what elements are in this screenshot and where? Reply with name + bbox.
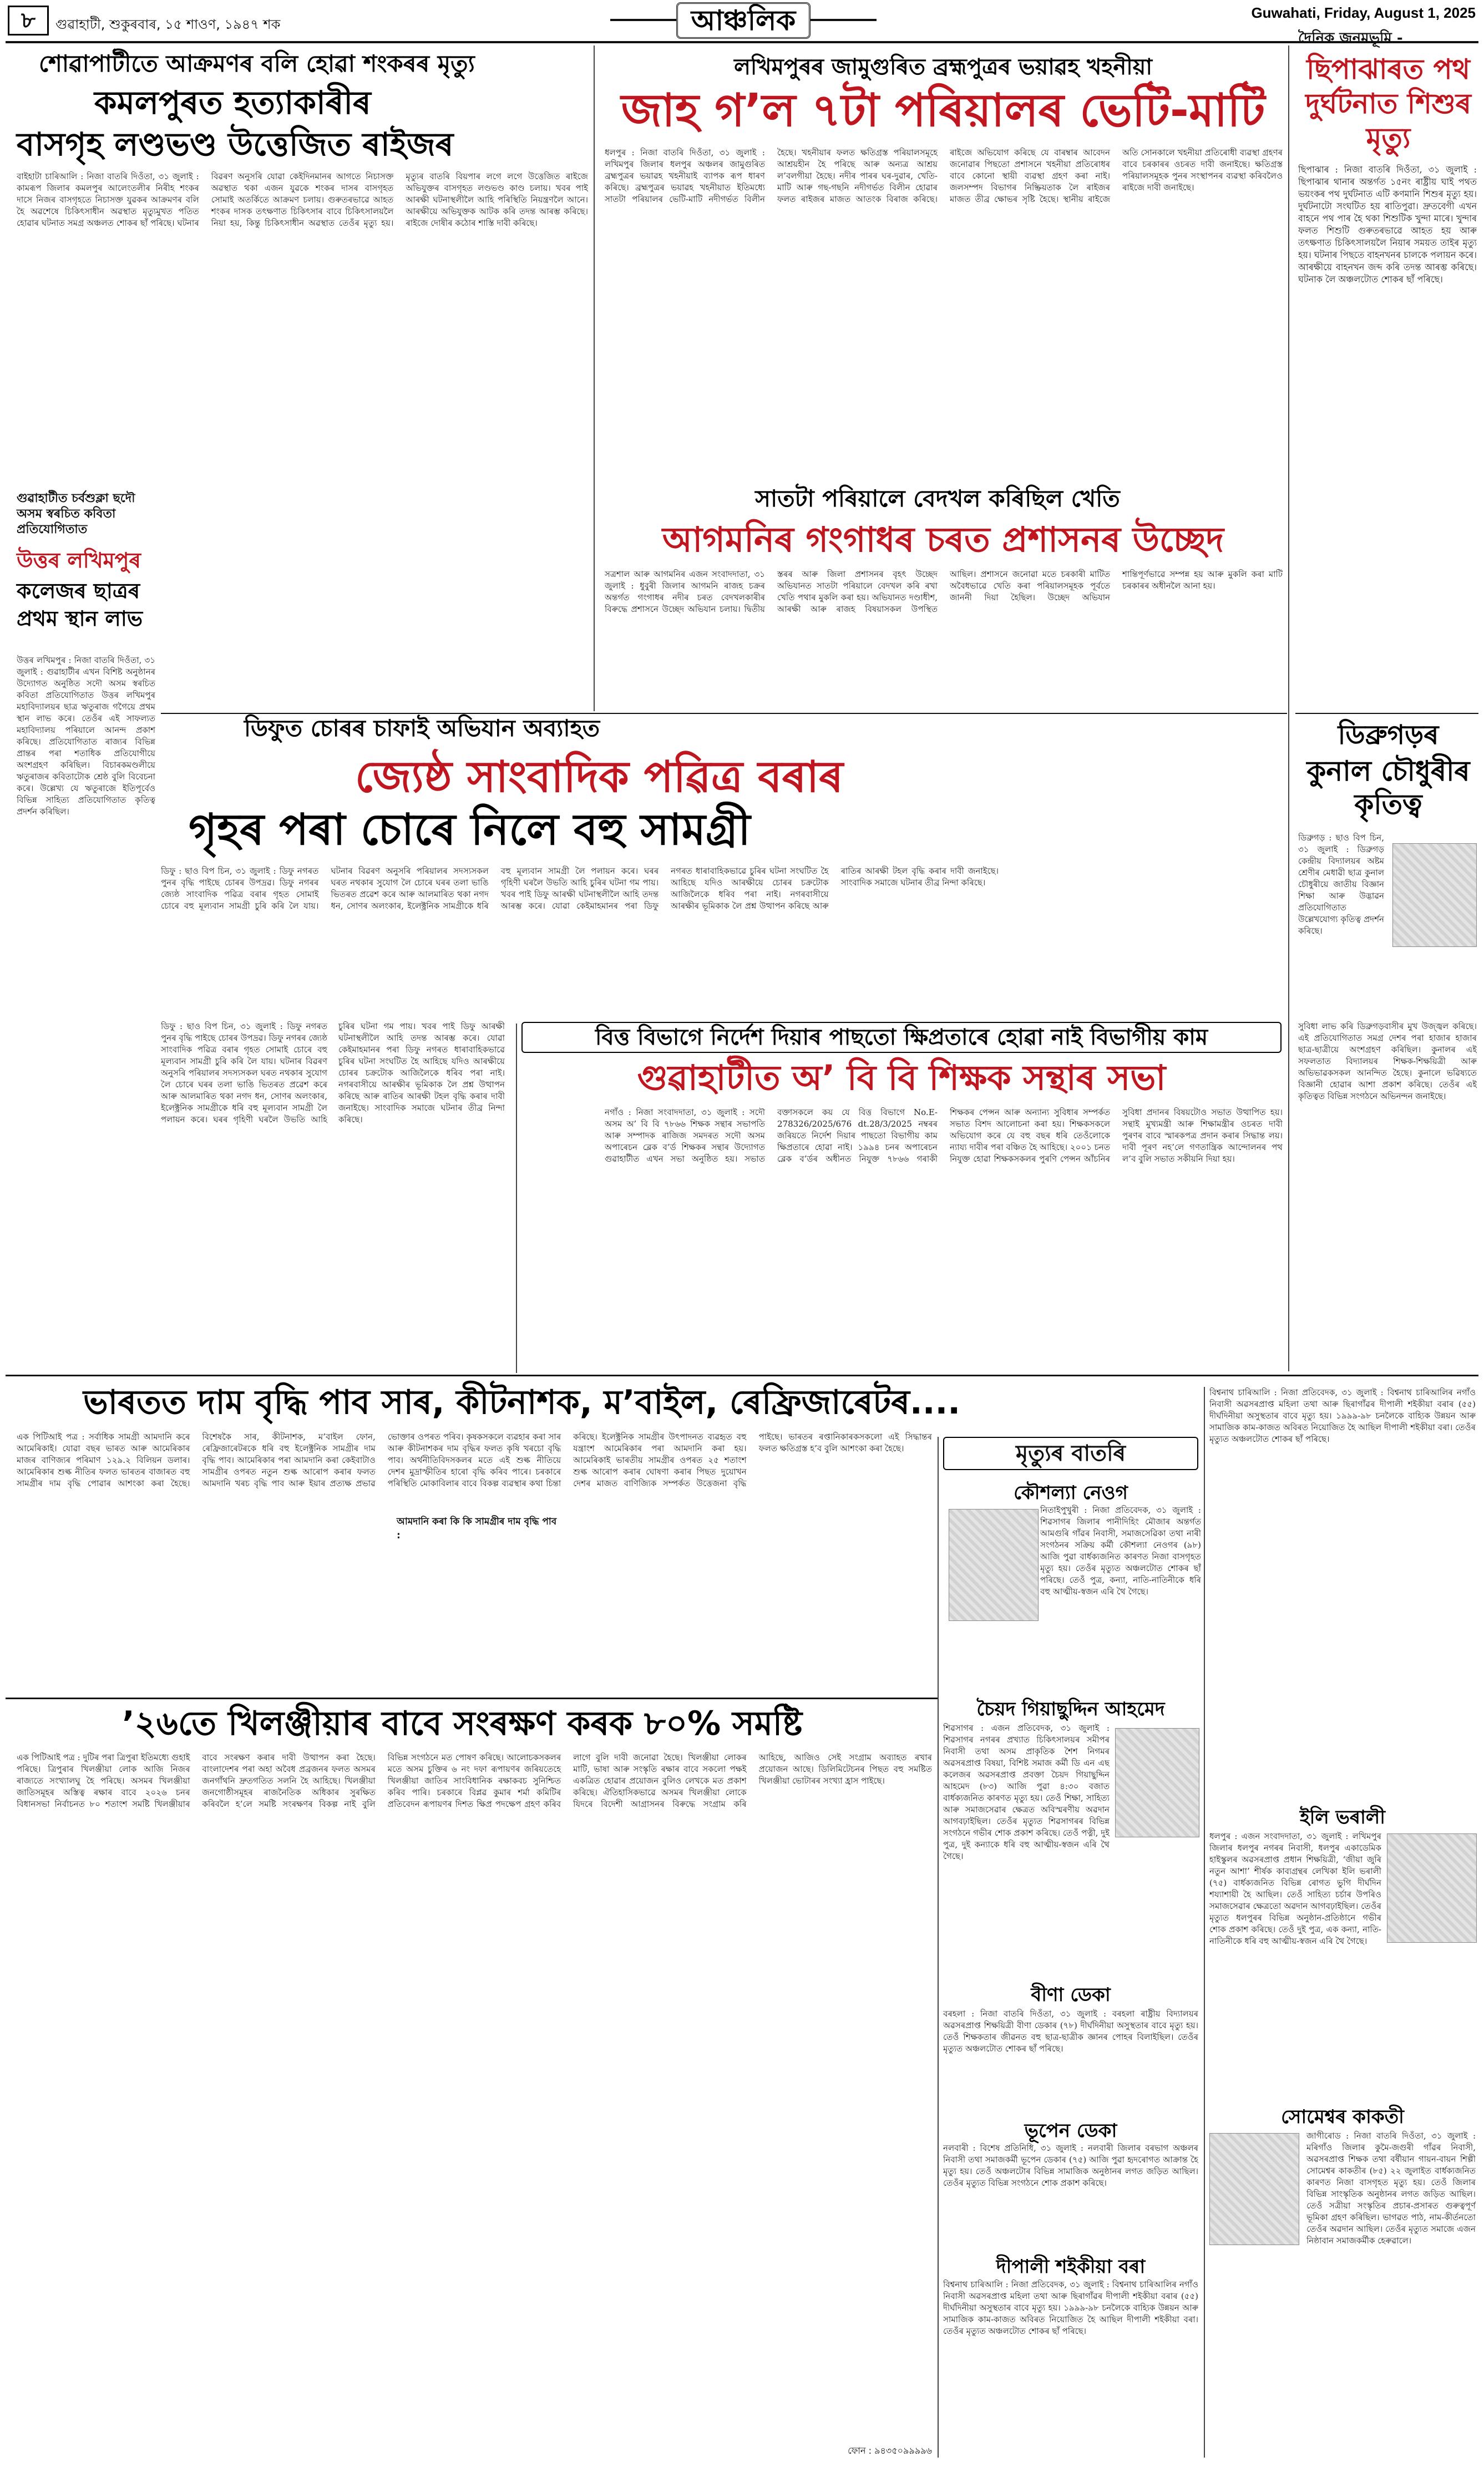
obituary-name: কৌশল্যা নেওগ: [1014, 1482, 1128, 1504]
reservation-body: এক পিটিআই পত্ৰ : দুটিৰ পৰা ত্ৰিপুৰা ইতিমধ্যে গুহাই পৰিছে। ত্ৰিপুৰাৰ খিলঞ্জীয়া লোক আজি নিজৰ ৰাজ্যতে সংখ্যালঘু হৈ পৰিছে। অসমৰ খিলঞ্জীয়া জাতিসমূহৰ অস্তিত্ব ৰক্ষাৰ বাবে ২০২৬ চনৰ বিধানসভা নিৰ্বাচনত ৮০ শতাংশ সমষ্টি খিলঞ্জীয়াৰ বাবে সংৰক্ষণ কৰাৰ দাবী উত্থাপন কৰা হৈছে। বাংলাদেশৰ পৰা অহা অবৈধ প্ৰব্ৰজনৰ ফলত অসমৰ জনগাঁথনি দ্ৰুতগতিত সলনি হৈ আহিছে। খিলঞ্জীয়া জনগোষ্ঠীসমূহৰ ৰাজনৈতিক অধিকাৰ সুৰক্ষিত কৰিবলৈ হ’লে সমষ্টি সংৰক্ষণৰ বিকল্প নাই বুলি বিভিন্ন সংগঠনে মত পোষণ কৰিছে। আলোচকসকলৰ মতে অসম চুক্তিৰ ৬ নং দফা ৰূপায়ণৰ জৰিয়তেহে খিলঞ্জীয়া জাতিৰ সাংবিধানিক ৰক্ষাকবচ সুনিশ্চিত কৰিব পাৰি। চৰকাৰে বিপ্লৱ কুমাৰ শৰ্মা কমিটিৰ প্ৰতিবেদন ৰূপায়ণৰ দিশত ক্ষিপ্ৰ পদক্ষেপ গ্ৰহণ কৰিব লাগে বুলি দাবী জনোৱা হৈছে। খিলঞ্জীয়া লোকৰ মাটি, ভাষা আৰু সংস্কৃতি ৰক্ষাৰ বাবে সকলো পক্ষই একত্ৰিত হোৱাৰ প্ৰয়োজন বুলিও লেখকে মত প্ৰকাশ কৰিছে। ঐতিহাসিকভাৱে অসমৰ খিলঞ্জীয়া লোকে যিদৰে বিদেশী আগ্ৰাসনৰ বিৰুদ্ধে সংগ্ৰাম কৰি আহিছে, আজিও সেই সংগ্ৰাম অব্যাহত ৰখাৰ প্ৰয়োজন আছে। ডিলিমিটেচনৰ পিছত বহু সমষ্টিত খিলঞ্জীয়া ভোটাৰৰ সংখ্যা হ্ৰাস পাইছে।: [17, 1752, 932, 1809]
masthead-date-left: গুৱাহাটী, শুকুৰবাৰ, ১৫ শাওণ, ১৯৪৭ শক: [55, 17, 281, 32]
eviction-kicker: সাতটা পৰিয়ালে বেদখল কৰিছিল খেতি: [755, 485, 1120, 512]
theft-headline-1: জ্যেষ্ঠ সাংবাদিক পৱিত্ৰ বৰাৰ: [355, 752, 844, 802]
obituary-body: শিৱসাগৰ : এজন প্ৰতিবেদক, ৩১ জুলাই : শিৱসাগৰ নগৰৰ প্ৰখ্যাত চিকিৎসালয়ৰ সমীপৰ নিবাসী তথা অসম প্ৰাকৃতিক শৈশ নিগমৰ অৱসৰপ্ৰাপ্ত বিষয়া, বিশিষ্ট সমাজ কৰ্মী ডি এন এছ কলেজৰ অৱসৰপ্ৰাপ্ত প্ৰবক্তা চৈয়দ গিয়াছুদ্দিন আহমেদ (৮৩) আজি পুৱা ৪:৩০ বজাত বাৰ্ধক্যজনিত কাৰণত মৃত্যু হয়। তেওঁ শিক্ষা, সাহিত্য আৰু সমাজসেৱাৰ ক্ষেত্ৰত অবিস্মৰণীয় অৱদান আগবঢ়াইছিল। তেওঁৰ মৃত্যুত শিৱসাগৰৰ বিভিন্ন সংগঠনে গভীৰ শোক প্ৰকাশ কৰিছে। তেওঁ পত্নী, দুই পুত্ৰ, দুই কন্যাকে ধৰি বহু আত্মীয়-স্বজন এৰি থৈ গৈছে।: [943, 1723, 1110, 1861]
eviction-body: সত্ৰশাল আৰু আগমনিৰ এজন সংবাদদাতা, ৩১ জুলাই : ধুবুৰী জিলাৰ আগমনি ৰাজহ চক্ৰৰ অন্তৰ্গত গংগাধৰ নদীৰ চৰত বেদখলকাৰীৰ বিৰুদ্ধে প্ৰশাসনে উচ্ছেদ অভিযান চলায়। দ্বিতীয় স্তৰৰ আৰু জিলা প্ৰশাসনৰ বৃহৎ উচ্ছেদ অভিযানত সাতটা পৰিয়ালে বেদখল কৰি ৰখা খেতি পথাৰ মুকলি কৰা হয়। অভিযানত দণ্ডাধীশ, আৰক্ষী আৰু ৰাজহ বিষয়াসকল উপস্থিত আছিল। প্ৰশাসনে জনোৱা মতে চৰকাৰী মাটিত অবৈধভাৱে খেতি কৰা পৰিয়ালসমূহক পূৰ্বতে জাননী দিয়া হৈছিল। উচ্ছেদ অভিযান শান্তিপূৰ্ণভাৱে সম্পন্ন হয় আৰু মুকলি কৰা মাটি চৰকাৰৰ অধীনলৈ আনা হয়।: [605, 569, 1283, 614]
obituary-body-continued: বিশ্বনাথ চাৰিআলি : নিজা প্ৰতিবেদক, ৩১ জুলাই : বিশ্বনাথ চাৰিআলিৰ নগাঁও নিবাসী অৱসৰপ্ৰাপ্ত মহিলা তথা আৰু ছিৰাগাঁৱৰ দীপালী শইকীয়া বৰাৰ (৫৫) দীৰ্ঘদিনীয়া অসুস্থতাৰ বাবে মৃত্যু হয়। ১৯৯৯-৯৮ চনলৈকে বাহ্যিক উন্নয়ন আৰু সামাজিক কাম-কাজত অবিৰত নিয়োজিত হৈ আছিল দীপালী শইকীয়া বৰা। তেওঁৰ মৃত্যুত অঞ্চলটোত শোকৰ ছাঁ পৰিছে।: [1209, 1387, 1476, 1444]
obituary-body: নিতাইপুখুৰী : নিজা প্ৰতিবেদক, ৩১ জুলাই : শিৱসাগৰ জিলাৰ পানীদিহিং মৌজাৰ অন্তৰ্গত আমগুৰি গাঁৱৰ নিবাসী, সমাজসেৱিকা তথা নাৰী সংগঠনৰ সক্ৰিয় কৰ্মী কৌশল্যা নেওগৰ (৯৮) আজি পুৱা বাৰ্ধক্যজনিত কাৰণত নিজা বাসগৃহত মৃত্যু হয়। তেওঁৰ মৃত্যুত অঞ্চলটোত শোকৰ ছাঁ পৰিছে। তেওঁ পুত্ৰ, কন্যা, নাতি-নাতিনীকে ধৰি বহু আত্মীয়-স্বজন এৰি থৈ গৈছে।: [1040, 1505, 1201, 1597]
obituary-body: বিশ্বনাথ চাৰিআলি : নিজা প্ৰতিবেদক, ৩১ জুলাই : বিশ্বনাথ চাৰিআলিৰ নগাঁও নিবাসী অৱসৰপ্ৰাপ্ত মহিলা তথা আৰু ছিৰাগাঁৱৰ দীপালী শইকীয়া বৰাৰ (৫৫) দীৰ্ঘদিনীয়া অসুস্থতাৰ বাবে মৃত্যু হয়। ১৯৯৯-৯৮ চনলৈকে বাহ্যিক উন্নয়ন আৰু সামাজিক কাম-কাজত অবিৰত নিয়োজিত হৈ আছিল দীপালী শইকীয়া বৰা। তেওঁৰ মৃত্যুত অঞ্চলটোত শোকৰ ছাঁ পৰিছে।: [943, 2279, 1198, 2336]
dibrugarh-body-top: ডিব্ৰুগড় : ছাও বিপ চিন, ৩১ জুলাই : ডিব্ৰুগড় কেন্দ্ৰীয় বিদ্যালয়ৰ অষ্টম শ্ৰেণীৰ মেধাৱী ছাত্ৰ কুনাল চৌধুৰীয়ে জাতীয় বিজ্ঞান শিক্ষা আৰু উদ্ভাৱন প্ৰতিযোগিতাত উল্লেখযোগ্য কৃতিত্ব প্ৰদৰ্শন কৰিছে।: [1298, 833, 1384, 936]
reservation-top-rule: [6, 1698, 938, 1699]
teachers-body: নগাঁও : নিজা সংবাদদাতা, ৩১ জুলাই : সদৌ অসম অ’ বি বি ৭৮৬৬ শিক্ষক সন্থাৰ সভাপতি আৰু সম্পাদক ৰাজিজ সমদৰত সদৌ অসম অপাৰেচন ব্লেক ব’ৰ্ড শিক্ষকৰ সন্থাৰ উদ্যোগত গুৱাহাটীত এখন সভা অনুষ্ঠিত হয়। সভাত বক্তাসকলে কয় যে বিত্ত বিভাগে No.E-278326/2025/676 dt.28/3/2025 নম্বৰৰ জৰিয়তে নিৰ্দেশ দিয়াৰ পাছতো বিভাগীয় কাম ক্ষিপ্ৰতাৰে হোৱা নাই। ১৯৯৪ চনৰ অপাৰেচন ব্লেক ব’ৰ্ডৰ অধীনত নিযুক্ত ৭৮৬৬ গৰাকী শিক্ষকৰ পেন্সন আৰু অন্যান্য সুবিধাৰ সম্পৰ্কত সভাত বিশদ আলোচনা কৰা হয়। শিক্ষকসকলে অভিযোগ কৰে যে বহু বছৰ ধৰি তেওঁলোকে ন্যায্য দাবীৰ পৰা বঞ্চিত হৈ আহিছে। ২০০১ চনত নিযুক্ত হোৱা শিক্ষকসকলৰ পুৰণি পেন্সন আঁচনিৰ সুবিধা প্ৰদানৰ বিষয়টোও সভাত উত্থাপিত হয়। সন্থাই মুখ্যমন্ত্ৰী আৰু শিক্ষামন্ত্ৰীৰ ওচৰত দাবী পুৰণৰ বাবে স্মাৰকপত্ৰ প্ৰদান কৰাৰ সিদ্ধান্ত লয়। দাবী পূৰণ নহ’লে গণতান্ত্ৰিক আন্দোলনৰ পথ ল’ব বুলি সভাত সকীয়নি দিয়া হয়।: [605, 1107, 1283, 1164]
obituary-name: বীণা ডেকা: [1031, 1984, 1111, 2006]
obituary-body: ধলপুৰ : এজন সংবাদদাতা, ৩১ জুলাই : লখিমপুৰ জিলাৰ ধলপুৰ নগৰৰ নিবাসী, ধলপুৰ একাডেমিক হাইস্কুলৰ অৱসৰপ্ৰাপ্ত প্ৰধান শিক্ষয়িত্ৰী, ‘জীয়া জুৰি নতুন আশা’ শীৰ্ষক কাব্যগ্ৰন্থৰ লেখিকা ইলি ভৰালী (৭৫) বাৰ্ধক্যজনিত বিভিন্ন ৰোগত ভুগি দীৰ্ঘদিন শয্যাশায়ী হৈ আছিল। তেওঁ সাহিত্য চৰ্চাৰ উপৰিও সমাজসেৱাৰ ক্ষেত্ৰতো অৱদান আগবঢ়াইছিল। তেওঁৰ মৃত্যুত ধলপুৰৰ বিভিন্ন অনুষ্ঠান-প্ৰতিষ্ঠানে গভীৰ শোক প্ৰকাশ কৰিছে। তেওঁ দুই পুত্ৰ, এক কন্যা, নাতি-নাতিনীকে ধৰি বহু আত্মীয়-স্বজন এৰি থৈ গৈছে।: [1209, 1831, 1381, 2097]
eviction-headline: আগমনিৰ গংগাধৰ চৰত প্ৰশাসনৰ উচ্ছেদ: [662, 519, 1224, 560]
prices-top-rule: [6, 1375, 1478, 1376]
teachers-kicker-box: [521, 1022, 1282, 1053]
masthead-rule: [6, 41, 1478, 43]
prices-subhead: আমদানি কৰা কি কি সামগ্ৰীৰ দাম বৃদ্ধি পাব :: [397, 1514, 563, 1541]
lakhimpur-college-headline-1: উত্তৰ লখিমপুৰ: [17, 548, 141, 573]
student-photo: [1392, 843, 1477, 947]
teachers-headline: গুৱাহাটীত অ’ বি বি শিক্ষক সন্থাৰ সভা: [637, 1057, 1166, 1098]
page-number: ৮: [21, 8, 36, 33]
obituary-name: সোমেশ্বৰ কাকতী: [1281, 2106, 1404, 2128]
theft-kicker: ডিফুত চোৰৰ চাফাই অভিযান অব্যাহত: [244, 715, 600, 742]
sidebar-separator: [1295, 713, 1478, 714]
prices-headline: ভাৰতত দাম বৃদ্ধি পাব সাৰ, কীটনাশক, ম’বাইল, ৰেফ্ৰিজাৰেটৰ....: [83, 1383, 961, 1422]
section-title-banner: [610, 0, 877, 40]
lakhimpur-college-kicker: গুৱাহাটীত চৰ্বশুক্লা ছদৌ অসম স্বৰচিত কবিতা প্ৰতিযোগিতাত: [17, 492, 135, 536]
dibrugarh-body-bottom: সুবিধা লাভ কৰি ডিব্ৰুগড়বাসীৰ মুখ উজ্জ্বল কৰিছে। এই প্ৰতিযোগিতাত সমগ্ৰ দেশৰ পৰা হাজাৰ হাজাৰ ছাত্ৰ-ছাত্ৰীয়ে অংশগ্ৰহণ কৰিছিল। কুনালৰ এই সফলতাত বিদ্যালয়ৰ শিক্ষক-শিক্ষয়িত্ৰী আৰু অভিভাৱকসকল আনন্দিত হৈছে। কুনালে ভৱিষ্যতে বিজ্ঞানী হোৱাৰ আশা প্ৰকাশ কৰিছে। তেওঁৰ এই কৃতিত্বত বিভিন্ন সংগঠনে অভিনন্দন জনাইছে।: [1298, 1021, 1477, 1101]
obituary-name: চৈয়দ গিয়াছুদ্দিন আহমেদ: [976, 1698, 1165, 1720]
obituary-title: মৃত্যুৰ বাতৰি: [1015, 1440, 1126, 1466]
kamalpur-kicker: শোৱাপাটীতে আক্ৰমণৰ বলি হোৱা শংকৰৰ মৃত্যু: [39, 50, 475, 77]
dibrugarh-headline-1: ডিব্ৰুগড়ৰ: [1338, 720, 1439, 751]
obituary-name: ইলি ভৰালী: [1209, 1803, 1476, 1835]
theft-top-rule: [161, 713, 1287, 714]
obituary-inner-divider: [1204, 1387, 1205, 2458]
theft-headline-2: গৃহৰ পৰা চোৰে নিলে বহু সামগ্ৰী: [189, 805, 751, 855]
prices-body: এক পিটিআই পত্ৰ : সৰ্বাধিক সামগ্ৰী আমদানি কৰে আমেৰিকাই। যোৱা বছৰ ভাৰত আৰু আমেৰিকাৰ মাজৰ বাণিজ্যৰ পৰিমাণ ১২৯.২ বিলিয়ন ডলাৰ। আমেৰিকাৰ শুল্ক নীতিৰ ফলত ভাৰতৰ বাজাৰত বহু সামগ্ৰীৰ দাম বৃদ্ধি পোৱাৰ আশংকা কৰা হৈছে। বিশেষকৈ সাৰ, কীটনাশক, ম’বাইল ফোন, ৰেফ্ৰিজাৰেটৰকে ধৰি বহু ইলেক্ট্ৰনিক সামগ্ৰীৰ দাম বৃদ্ধি পাব। আমেৰিকাৰ পৰা আমদানি কৰা কেইবাটাও সামগ্ৰীৰ ওপৰত নতুন শুল্ক আৰোপ কৰাৰ ফলত আমদানি খৰচ বৃদ্ধি পাব আৰু ইয়াৰ প্ৰত্যক্ষ প্ৰভাৱ ভোক্তাৰ ওপৰত পৰিব। কৃষকসকলে ব্যৱহাৰ কৰা সাৰ আৰু কীটনাশকৰ দাম বৃদ্ধিৰ ফলত কৃষি খৰচো বৃদ্ধি পাব। অৰ্থনীতিবিদসকলৰ মতে এই শুল্ক নীতিয়ে দেশৰ মুদ্ৰাস্ফীতিৰ হাৰো বৃদ্ধি কৰিব পাৰে। চৰকাৰে পৰিস্থিতি মোকাবিলাৰ বাবে বিকল্প ব্যৱস্থাৰ কথা চিন্তা কৰিছে। ইলেক্ট্ৰনিক সামগ্ৰীৰ উৎপাদনত ব্যৱহৃত বহু যন্ত্ৰাংশ আমেৰিকাৰ পৰা আমদানি কৰা হয়। আমেৰিকাই ভাৰতীয় সামগ্ৰীৰ ওপৰত ২৫ শতাংশ শুল্ক আৰোপ কৰাৰ ঘোষণা কৰাৰ পিছত দুয়োখন দেশৰ মাজত বাণিজ্যিক সম্পৰ্কত উত্তেজনা বৃদ্ধি পাইছে। ভাৰতৰ ৰপ্তানিকাৰকসকলো এই সিদ্ধান্তৰ ফলত ক্ষতিগ্ৰস্ত হ’ব বুলি আশংকা কৰা হৈছে।: [17, 1432, 932, 1488]
obituary-photo: [1115, 1728, 1199, 1837]
kamalpur-body: বাইহাটা চাৰিআলি : নিজা বাতৰি দিওঁতা, ৩১ জুলাই : কামৰূপ জিলাৰ কমলপুৰ আলেংতলীৰ নিৰীহ শংকৰ দাসে নিজৰ বাসগৃহতে নিচাসক্ত যুৱকৰ আক্ৰমণৰ বলি হৈ অৱশেষে চিকিৎসাধীন অৱস্থাত মৃত্যুমুখত পতিত হোৱাৰ ঘটনাত সমগ্ৰ অঞ্চলত শোকৰ ছাঁ পৰিছে। ঘটনাৰ বিৱৰণ অনুসৰি যোৱা কেইদিনমানৰ আগতে নিচাসক্ত অৱস্থাত থকা এজন যুৱকে শংকৰ দাসৰ বাসগৃহত সোমাই অতৰ্কিতে আক্ৰমণ চলায়। গুৰুতৰভাৱে আহত শংকৰ দাসক তৎক্ষণাত চিকিৎসাৰ বাবে চিকিৎসালয়লৈ নিয়া হয়, কিন্তু চিকিৎসাধীন অৱস্থাত তেওঁৰ মৃত্যু হয়। মৃত্যুৰ বাতৰি বিয়পাৰ লগে লগে উত্তেজিত ৰাইজে অভিযুক্তৰ বাসগৃহত লণ্ডভণ্ড কাণ্ড চলায়। খবৰ পাই আৰক্ষী ঘটনাস্থলীলৈ আহি পৰিস্থিতি নিয়ন্ত্ৰণলৈ আনে। আৰক্ষীয়ে অভিযুক্তক আটক কৰি তদন্ত আৰম্ভ কৰিছে। ৰাইজে দোষীৰ কঠোৰ শাস্তি দাবী কৰিছে।: [17, 171, 588, 228]
erosion-headline: জাহ গ’ল ৭টা পৰিয়ালৰ ভেটি-মাটি: [621, 84, 1265, 137]
obituary-body: বৰহলা : নিজা বাতৰি দিওঁতা, ৩১ জুলাই : বৰহলা ৰাষ্ট্ৰীয় বিদ্যালয়ৰ অৱসৰপ্ৰাপ্ত শিক্ষয়িত্ৰী বীণা ডেকাৰ (৭৮) দীৰ্ঘদিনীয়া অসুস্থতাৰ বাবে মৃত্যু হয়। তেওঁ শিক্ষকতাৰ জীৱনত বহু ছাত্ৰ-ছাত্ৰীক জ্ঞানৰ পোহৰ বিলাইছিল। তেওঁৰ মৃত্যুত অঞ্চলটোত শোকৰ ছাঁ পৰিছে।: [943, 2009, 1198, 2054]
kamalpur-headline-1: কমলপুৰত হত্যাকাৰীৰ: [94, 84, 371, 121]
theft-body: ডিফু : ছাও বিপ চিন, ৩১ জুলাই : ডিফু নগৰত পুনৰ বৃদ্ধি পাইছে চোৰৰ উপদ্ৰৱ। ডিফু নগৰৰ জ্যেষ্ঠ সাংবাদিক পৱিত্ৰ বৰাৰ গৃহত সোমাই চোৰে বহু মূল্যবান সামগ্ৰী চুৰি কৰি লৈ যায়। ঘটনাৰ বিৱৰণ অনুসৰি পৰিয়ালৰ সদস্যসকল ঘৰত নথকাৰ সুযোগ লৈ চোৰে ঘৰৰ তলা ভাঙি ভিতৰত প্ৰৱেশ কৰে আৰু আলমাৰিত থকা নগদ ধন, সোণৰ অলংকাৰ, ইলেক্ট্ৰনিক সামগ্ৰীকে ধৰি বহু মূল্যবান সামগ্ৰী লৈ পলায়ন কৰে। ঘৰৰ গৃহিণী ঘৰলৈ উভতি আহি চুৰিৰ ঘটনা গম পায়। খবৰ পাই ডিফু আৰক্ষী ঘটনাস্থলীলৈ আহি তদন্ত আৰম্ভ কৰে। যোৱা কেইমাহমানৰ পৰা ডিফু নগৰত ধাৰাবাহিকভাৱে চুৰিৰ ঘটনা সংঘটিত হৈ আহিছে যদিও আৰক্ষীয়ে চোৰৰ চক্ৰটোক আজিলৈকে ধৰিব পৰা নাই। নগৰবাসীয়ে আৰক্ষীৰ ভূমিকাক লৈ প্ৰশ্ন উত্থাপন কৰিছে আৰু ৰাতিৰ আৰক্ষী টহল বৃদ্ধি কৰাৰ দাবী জনাইছে। সাংবাদিক সমাজে ঘটনাৰ তীব্ৰ নিন্দা কৰিছে।: [161, 866, 999, 911]
obituary-title-box: [943, 1437, 1198, 1470]
teachers-kicker: বিত্ত বিভাগে নিৰ্দেশ দিয়াৰ পাছতো ক্ষিপ্ৰতাৰে হোৱা নাই বিভাগীয় কাম: [595, 1025, 1208, 1050]
reservation-headline: ’২৬তে খিলঞ্জীয়াৰ বাবে সংৰক্ষণ কৰক ৮০% সমষ্টি: [122, 1704, 803, 1743]
obituary-photo: [1387, 1833, 1477, 1943]
erosion-body: ধলপুৰ : নিজা বাতৰি দিওঁতা, ৩১ জুলাই : লখিমপুৰ জিলাৰ ধলপুৰ অঞ্চলৰ জামুগুৰিত ব্ৰহ্মপুত্ৰৰ ভয়াৱহ খহনীয়াই ব্যাপক ৰূপ ধাৰণ কৰিছে। ব্ৰহ্মপুত্ৰৰ ভয়াৱহ খহনীয়াত ইতিমধ্যে সাতটা পৰিয়ালৰ ভেটি-মাটি নদীগৰ্ভত বিলীন হৈছে। খহনীয়াৰ ফলত ক্ষতিগ্ৰস্ত পৰিয়ালসমূহে আশ্ৰয়হীন হৈ পৰিছে আৰু অন্যত্ৰ আশ্ৰয় ল’বলগীয়া হৈছে। নদীৰ পাৰৰ ঘৰ-দুৱাৰ, খেতি-মাটি আৰু গছ-গছনি নদীগৰ্ভত বিলীন হোৱাৰ ফলত ৰাইজৰ মাজত আতংক বিৰাজ কৰিছে। ৰাইজে অভিযোগ কৰিছে যে বাৰম্বাৰ আবেদন জনোৱাৰ পিছতো প্ৰশাসনে খহনীয়া প্ৰতিৰোধৰ বাবে কোনো স্থায়ী ব্যৱস্থা গ্ৰহণ কৰা নাই। জলসম্পদ বিভাগৰ নিষ্ক্ৰিয়তাক লৈ ৰাইজৰ মাজত তীব্ৰ ক্ষোভৰ সৃষ্টি হৈছে। স্থানীয় ৰাইজে অতি সোনকালে খহনীয়া প্ৰতিৰোধী ব্যৱস্থা গ্ৰহণৰ বাবে চৰকাৰৰ ওচৰত দাবী জনাইছে। ক্ষতিগ্ৰস্ত পৰিয়ালসমূহক পুনৰ সংস্থাপনৰ ব্যৱস্থা কৰিবলৈও ৰাইজে দাবী জনাইছে।: [605, 148, 1283, 204]
theft-body-lower: ডিফু : ছাও বিপ চিন, ৩১ জুলাই : ডিফু নগৰত পুনৰ বৃদ্ধি পাইছে চোৰৰ উপদ্ৰৱ। ডিফু নগৰৰ জ্যেষ্ঠ সাংবাদিক পৱিত্ৰ বৰাৰ গৃহত সোমাই চোৰে বহু মূল্যবান সামগ্ৰী চুৰি কৰি লৈ যায়। ঘটনাৰ বিৱৰণ অনুসৰি পৰিয়ালৰ সদস্যসকল ঘৰত নথকাৰ সুযোগ লৈ চোৰে ঘৰৰ তলা ভাঙি ভিতৰত প্ৰৱেশ কৰে আৰু আলমাৰিত থকা নগদ ধন, সোণৰ অলংকাৰ, ইলেক্ট্ৰনিক সামগ্ৰীকে ধৰি বহু মূল্যবান সামগ্ৰী লৈ পলায়ন কৰে। ঘৰৰ গৃহিণী ঘৰলৈ উভতি আহি চুৰিৰ ঘটনা গম পায়। খবৰ পাই ডিফু আৰক্ষী ঘটনাস্থলীলৈ আহি তদন্ত আৰম্ভ কৰে। যোৱা কেইমাহমানৰ পৰা ডিফু নগৰত ধাৰাবাহিকভাৱে চুৰিৰ ঘটনা সংঘটিত হৈ আহিছে যদিও আৰক্ষীয়ে চোৰৰ চক্ৰটোক আজিলৈকে ধৰিব পৰা নাই। নগৰবাসীয়ে আৰক্ষীৰ ভূমিকাক লৈ প্ৰশ্ন উত্থাপন কৰিছে আৰু ৰাতিৰ আৰক্ষী টহল বৃদ্ধি কৰাৰ দাবী জনাইছে। সাংবাদিক সমাজে ঘটনাৰ তীব্ৰ নিন্দা কৰিছে।: [161, 1021, 505, 1124]
sidebar-accident-headline: ছিপাঝাৰত পথ দুৰ্ঘটনাত শিশুৰ মৃত্যু: [1305, 53, 1471, 154]
obituary-body: নলবাৰী : বিশেষ প্ৰতিনিধি, ৩১ জুলাই : নলবাৰী জিলাৰ বৰভাগ অঞ্চলৰ নিবাসী তথা সমাজকৰ্মী ভূপেন ডেকাৰ (৭৫) আজি পুৱা হৃদৰোগত আক্ৰান্ত হৈ মৃত্যু হয়। তেওঁ অঞ্চলটোৰ বিভিন্ন সামাজিক অনুষ্ঠানৰ লগত জড়িত আছিল। তেওঁৰ মৃত্যুত বিভিন্ন সংগঠনে শোক প্ৰকাশ কৰিছে।: [943, 2143, 1198, 2188]
reservation-footer: ফোন : ৯৪৩৫০৯৯৯৯৬: [848, 2445, 932, 2456]
page-number-box: [8, 6, 49, 36]
kamalpur-headline-2: বাসগৃহ লণ্ডভণ্ড উত্তেজিত ৰাইজৰ: [17, 125, 454, 163]
obituary-name: দীপালী শইকীয়া বৰা: [996, 2256, 1146, 2278]
right-column-divider: [1288, 45, 1289, 1371]
theft-column-divider: [516, 1024, 517, 1373]
obituary-body: জাগীৰোড : নিজা বাতৰি দিওঁতা, ৩১ জুলাই : মৰিগাঁও জিলাৰ কুমৈ-জগুৰী গাঁৱৰ নিবাসী, অৱসৰপ্ৰাপ্ত শিক্ষক তথা বৰ্ষীয়ান গায়ন-বায়ন শিল্পী সোমেশ্বৰ কাকতীৰ (৮৫) ২২ জুলাইত বাৰ্ধক্যজনিত কাৰণত নিজা বাসগৃহত মৃত্যু হয়। তেওঁ জিলাৰ বিভিন্ন সাংস্কৃতিক অনুষ্ঠানৰ লগত জড়িত আছিল। তেওঁ সত্ৰীয়া সংস্কৃতিৰ প্ৰচাৰ-প্ৰসাৰত গুৰুত্বপূৰ্ণ ভূমিকা গ্ৰহণ কৰিছিল। ভাগৱত পাঠ, নাম-কীৰ্তনতো তেওঁৰ অৱদান আছিল। তেওঁৰ মৃত্যুত সমাজে এজন নিষ্ঠাবান সমাজকৰ্মীক হেৰুৱালে।: [1306, 2131, 1476, 2246]
erosion-kicker: লখিমপুৰৰ জামুগুৰিত ব্ৰহ্মপুত্ৰৰ ভয়াৱহ খহনীয়া: [734, 54, 1152, 80]
lakhimpur-college-body: উত্তৰ লখিমপুৰ : নিজা বাতৰি দিওঁতা, ৩১ জুলাই : গুৱাহাটীৰ এখন বিশিষ্ট অনুষ্ঠানৰ উদ্যোগত অনুষ্ঠিত সদৌ অসম স্বৰচিত কবিতা প্ৰতিযোগিতাত উত্তৰ লখিমপুৰ মহাবিদ্যালয়ৰ ছাত্ৰ ঋতুৰাজ গগৈয়ে প্ৰথম স্থান লাভ কৰে। তেওঁৰ এই সাফল্যত মহাবিদ্যালয় পৰিয়ালে আনন্দ প্ৰকাশ কৰিছে। প্ৰতিযোগিতাত ৰাজ্যৰ বিভিন্ন প্ৰান্তৰ পৰা শতাধিক প্ৰতিযোগীয়ে অংশগ্ৰহণ কৰিছিল। বিচাৰকমণ্ডলীয়ে ঋতুৰাজৰ কবিতাটোক শ্ৰেষ্ঠ বুলি বিবেচনা কৰে। উল্লেখ্য যে ঋতুৰাজে ইতিপূৰ্বেও বিভিন্ন সাহিত্য প্ৰতিযোগিতাত কৃতিত্ব প্ৰদৰ্শন কৰিছিল।: [17, 655, 155, 817]
lakhimpur-college-headline-2: কলেজৰ ছাত্ৰৰ প্ৰথম স্থান লাভ: [17, 579, 143, 631]
dibrugarh-headline-2: কুনাল চৌধুৰীৰ কৃতিত্ব: [1306, 755, 1470, 820]
section-title: আঞ্চলিক: [691, 4, 796, 37]
kamalpur-divider: [594, 45, 595, 711]
masthead-date-right: Guwahati, Friday, August 1, 2025: [1251, 4, 1476, 21]
obituary-name: ভূপেন ডেকা: [1024, 2120, 1117, 2142]
obituary-divider: [938, 1437, 939, 2458]
sidebar-accident-body: ছিপাঝাৰ : নিজা বাতৰি দিওঁতা, ৩১ জুলাই : ছিপাঝাৰ থানাৰ অন্তৰ্গত ১৫নং ৰাষ্ট্ৰীয় ঘাই পথত ভয়ংকৰ পথ দুৰ্ঘটনাত এটি কণমানি শিশুৰ মৃত্যু হয়। দুৰ্ঘটনাটো সংঘটিত হয় ৰাতিপুৱা। দ্ৰুতবেগী এখন বাহনে পথ পাৰ হৈ থকা শিশুটিক খুন্দা মাৰে। খুন্দাৰ ফলত শিশুটি গুৰুতৰভাৱে আহত হয় আৰু তৎক্ষণাত চিকিৎসালয়লৈ নিয়াৰ সময়ত তাইৰ মৃত্যু হয়। ঘটনাৰ পিছতে বাহনখনৰ চালকে পলায়ন কৰে। আৰক্ষীয়ে বাহনখন জব্দ কৰি তদন্ত আৰম্ভ কৰিছে। ঘটনাক লৈ অঞ্চলটোত শোকৰ ছাঁ পৰিছে।: [1298, 164, 1477, 285]
sidebar-paper-name: দৈনিক জনমভূমি -: [1298, 30, 1403, 47]
